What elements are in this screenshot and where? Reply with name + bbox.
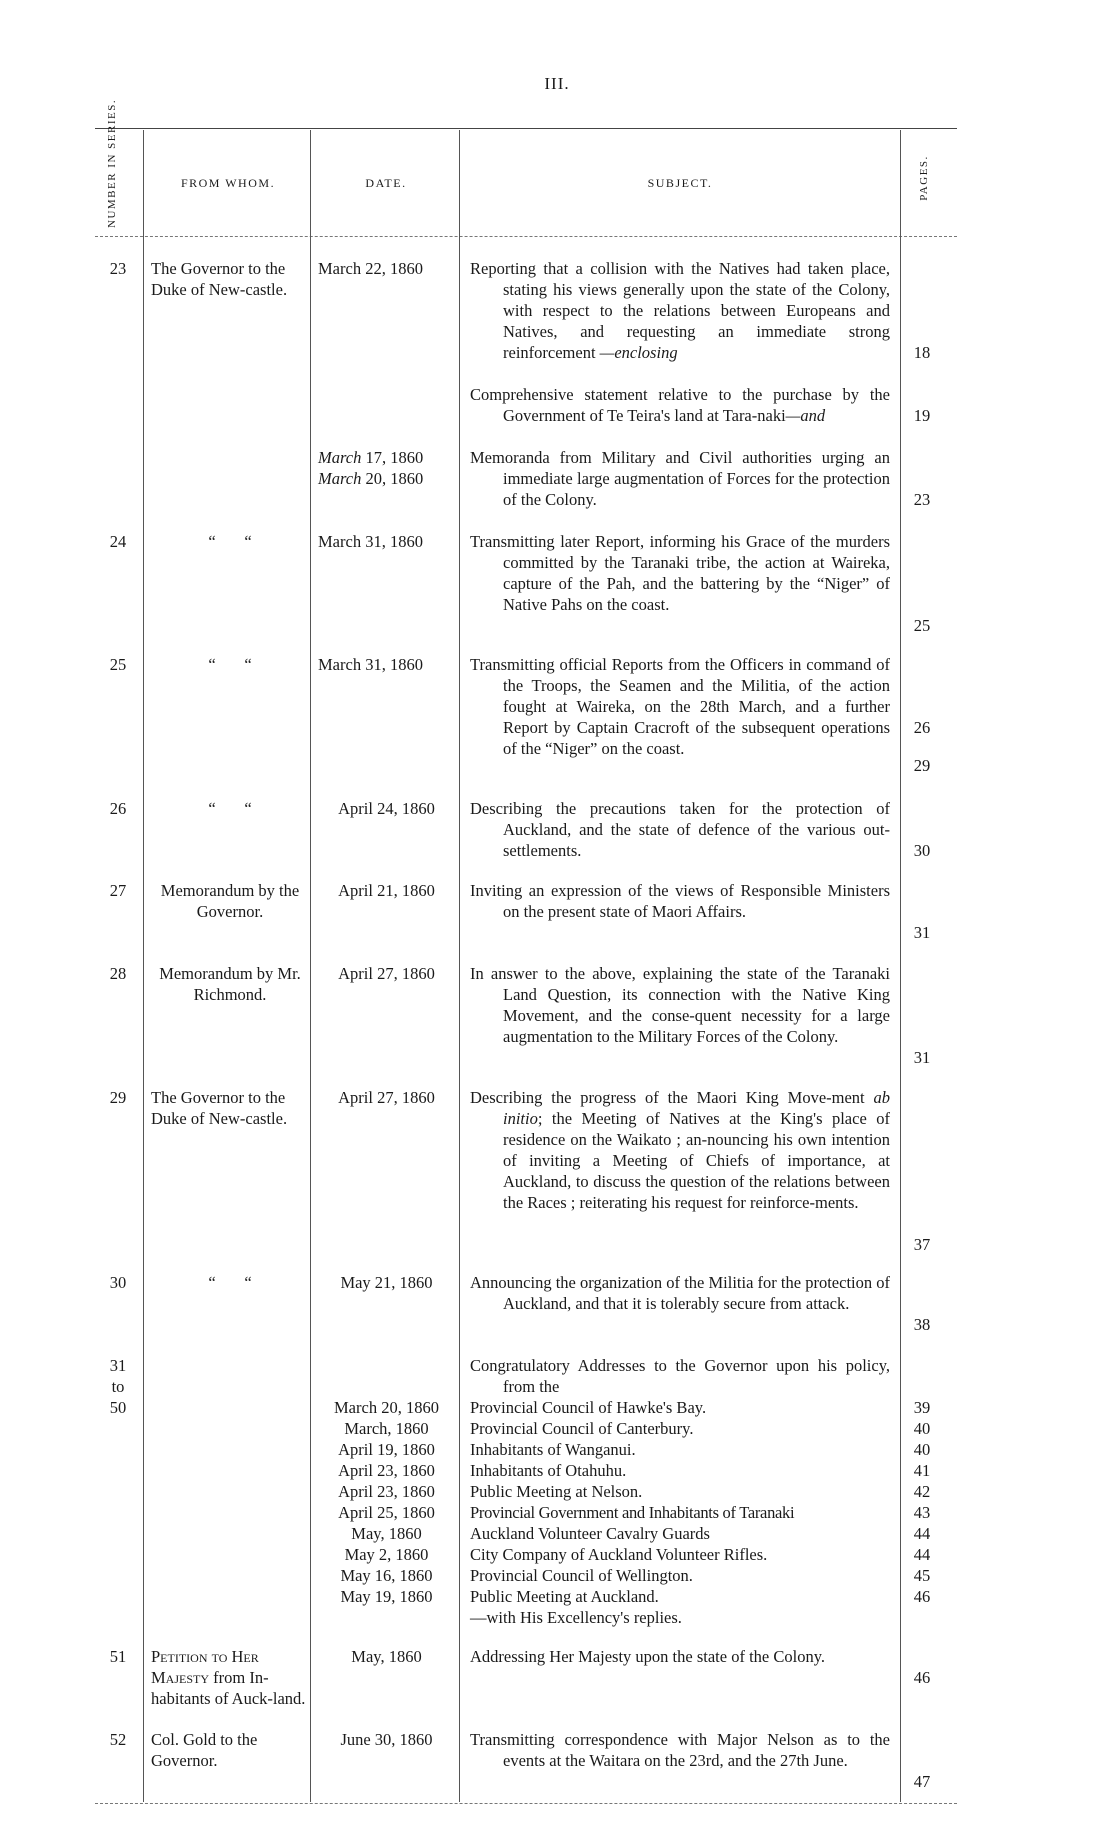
column-divider-date	[459, 130, 460, 1802]
entry-date: April 27, 1860	[338, 1088, 435, 1107]
enclosure-text: Comprehensive statement relative to the purchase by the Government of Te Teira's land at Tara-naki	[470, 385, 890, 425]
entry-number: 30	[109, 1273, 127, 1292]
entry-from: Memorandum by Mr. Richmond.	[159, 964, 301, 1004]
subject-tail: —enclosing	[599, 343, 678, 362]
memo-date-1: 17, 1860	[365, 448, 424, 467]
header-bottom-rule	[95, 236, 957, 237]
entry-page: 18	[913, 343, 931, 362]
entry-date: April 21, 1860	[338, 881, 435, 900]
entry-number: 24	[109, 532, 127, 551]
entry-date: March 22, 1860	[318, 259, 423, 278]
entry-subject: Announcing the organization of the Militia for the protection of Auckland, and that it is tolerably secure from attack.	[470, 1273, 890, 1313]
entry-from-ditto: “ “	[208, 799, 252, 818]
entry-number: 29	[109, 1088, 127, 1107]
entry-number: 23	[109, 259, 127, 278]
enclosure-subject	[470, 384, 890, 426]
memo-month-1: March	[318, 448, 362, 467]
entry-page: 30	[913, 841, 931, 860]
memo-date-2: 20, 1860	[365, 469, 424, 488]
entry-number: 51	[109, 1647, 127, 1666]
memo-month-2: March	[318, 469, 362, 488]
entry-number: 52	[109, 1730, 127, 1749]
entry-number: 28	[109, 964, 127, 983]
column-divider-number	[143, 130, 144, 1802]
column-divider-subject	[900, 130, 901, 1802]
memo-subject: Memoranda from Military and Civil authorities urging an immediate large augmentation of Forces for the protection of the Colony.	[470, 448, 890, 509]
entry-date: April 27, 1860	[338, 964, 435, 983]
entry-from: Memorandum by the Governor.	[160, 881, 300, 921]
entry-from: Col. Gold to the Governor.	[151, 1730, 258, 1770]
entry-from: The Governor to the Duke of New-castle.	[151, 1088, 288, 1128]
entry-subject: Addressing Her Majesty upon the state of the Colony.	[470, 1647, 825, 1666]
enclosure-tail: —and	[785, 406, 826, 425]
entry-subject	[470, 258, 890, 363]
header-pages: PAGES.	[918, 155, 930, 201]
entry-date: June 30, 1860	[340, 1730, 433, 1749]
entry-page: 46	[913, 1668, 931, 1687]
entry-page-2: 29	[913, 756, 931, 775]
entry-date: April 24, 1860	[338, 799, 435, 818]
entry-subject: Inviting an expression of the views of Responsible Ministers on the present state of Maori Affairs.	[470, 881, 890, 921]
memo-dates	[318, 447, 455, 489]
entry-page: 25	[913, 616, 931, 635]
entry-subject: In answer to the above, explaining the state of the Taranaki Land Question, its connection with the Native King Movement, and the conse-quent necessity for a large augmentation to the Military Forces of the Colony.	[470, 964, 890, 1046]
entry-page: 26	[913, 718, 931, 737]
entry-number: 25	[109, 655, 127, 674]
header-from-whom: FROM WHOM.	[180, 176, 276, 190]
entry-page: 47	[913, 1772, 931, 1791]
addresses-intro: Congratulatory Addresses to the Governor upon his policy, from the	[470, 1356, 890, 1396]
entry-subject: Transmitting correspondence with Major Nelson as to the events at the Waitara on the 23rd, and the 27th June.	[470, 1730, 890, 1770]
entry-number: 27	[109, 881, 127, 900]
entry-number: 26	[109, 799, 127, 818]
entry-date: May 21, 1860	[340, 1273, 433, 1292]
entry-date: March 31, 1860	[318, 532, 423, 551]
entry-date: May, 1860	[351, 1647, 422, 1666]
entry-from-ditto: “ “	[208, 1273, 252, 1292]
entry-from: The Governor to the Duke of New-castle.	[151, 259, 288, 299]
subject-text: Reporting that a collision with the Natives had taken place, stating his views generally upon the state of the Colony, with respect to the relations between Europeans and Natives, and requesting an immediate strong reinforcement	[470, 259, 890, 362]
header-number-in-series: NUMBER IN SERIES.	[106, 98, 118, 228]
entry-page: 38	[913, 1315, 931, 1334]
entry-page: 37	[913, 1235, 931, 1254]
table-bottom-rule	[95, 1803, 957, 1804]
memo-page: 23	[913, 490, 931, 509]
entry-page: 31	[913, 1048, 931, 1067]
entry-date: March 31, 1860	[318, 655, 423, 674]
entry-subject: Transmitting later Report, informing his Grace of the murders committed by the Taranaki tribe, the action at Waireka, capture of the Pah, and the battering by the “Niger” of Native Pahs on the coast.	[470, 532, 890, 614]
entry-number-range: 31 to 50	[109, 1356, 127, 1417]
entry-from-ditto: “ “	[208, 655, 252, 674]
entry-from-ditto: “ “	[208, 532, 252, 551]
header-subject: SUBJECT.	[647, 176, 713, 190]
entry-subject: Transmitting official Reports from the Officers in command of the Troops, the Seamen and the Militia, of the action fought at Waireka, on the 28th March, and a further Report by Captain Cracroft of the subsequent operations of the “Niger” on the coast.	[470, 655, 890, 758]
column-divider-from	[310, 130, 311, 1802]
enclosure-page: 19	[913, 406, 931, 425]
header-date: DATE.	[365, 176, 407, 190]
entry-subject: Describing the progress of the Maori King Move-ment ab initio; the Meeting of Natives at the King's place of residence on the Waikato ; an-nouncing his own intention of inviting a Meeting of Chiefs of importance, at Auckland, to discuss the question of the relations between the Races ; reiterating his request for reinforce-ments.	[470, 1088, 891, 1212]
entry-page: 31	[913, 923, 931, 942]
page-number: III.	[544, 74, 570, 93]
table-top-rule	[95, 128, 957, 129]
entry-from: Petition to Her Majesty from In-habitants of Auck-land.	[151, 1647, 306, 1708]
entry-subject: Describing the precautions taken for the protection of Auckland, and the state of defence of the various out-settlements.	[470, 799, 890, 860]
